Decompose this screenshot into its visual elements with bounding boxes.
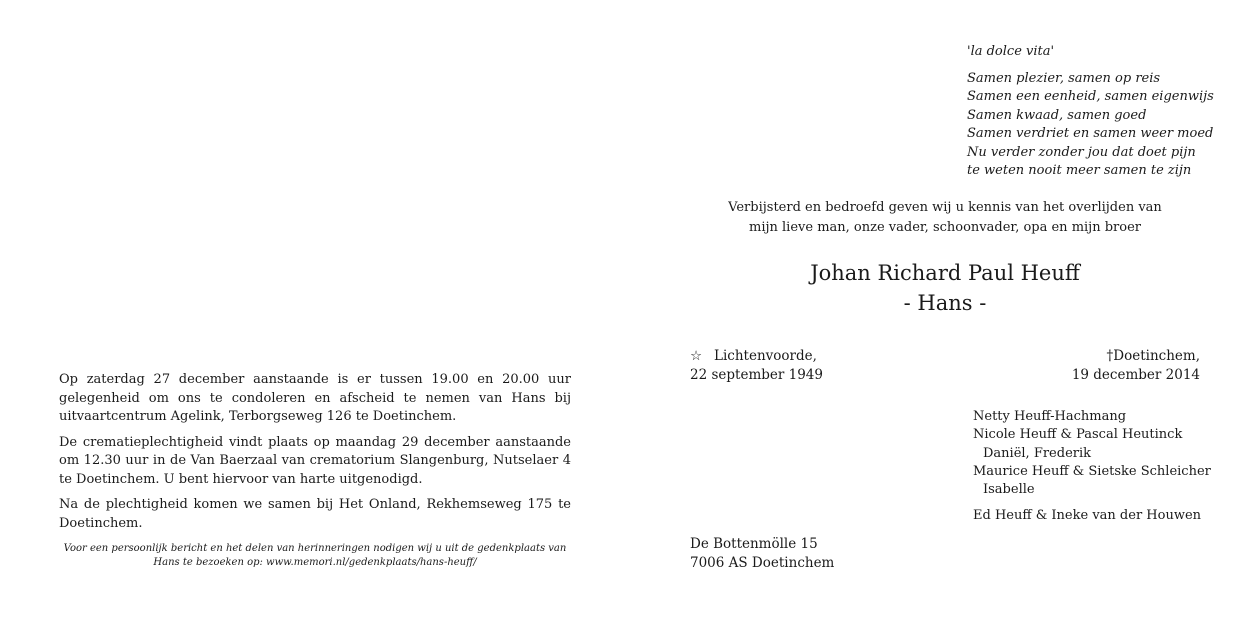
announcement-line: mijn lieve man, onze vader, schoonvader, opa en mijn broer <box>749 219 1141 235</box>
family-grandchildren: Isabelle <box>983 482 1035 498</box>
gathering-paragraph: Na de plechtigheid komen we samen bij Het Onland, Rekhemseweg 175 te Doetinchem. <box>59 497 571 531</box>
address-city: 7006 AS Doetinchem <box>690 555 835 571</box>
birth-place: Lichtenvoorde, <box>714 348 817 364</box>
death-info <box>960 347 1200 385</box>
poem-line: Samen verdriet en samen weer moed <box>967 126 1214 141</box>
poem-line: te weten nooit meer samen te zijn <box>967 163 1192 178</box>
announcement-line: Verbijsterd en bedroefd geven wij u kennis van het overlijden van <box>728 200 1162 215</box>
poem <box>967 43 1214 181</box>
memorial-note <box>59 542 571 570</box>
death-date: 19 december 2014 <box>1071 367 1200 383</box>
family-member: Nicole Heuff & Pascal Heutinck <box>973 427 1183 443</box>
correspondence-address <box>690 535 834 573</box>
poem-line: Samen kwaad, samen goed <box>967 107 1147 123</box>
nickname: - Hans - <box>903 291 987 315</box>
family-grandchildren: Daniël, Frederik <box>983 445 1092 461</box>
cremation-paragraph: De crematieplechtigheid vindt plaats op maandag 29 december aanstaande om 12.30 uur in de Van Baerzaal van crematorium Slangenburg, Nutselaer 4 te Doetinchem. U bent hiervoor van harte uitgenodigd. <box>59 434 571 487</box>
family-list <box>973 408 1211 526</box>
family-member: Netty Heuff-Hachmang <box>973 409 1127 424</box>
visitation-paragraph: Op zaterdag 27 december aanstaande is er tussen 19.00 en 20.00 uur gelegenheid om ons te condoleren en afscheid te nemen van Hans bij uitvaartcentrum Agelink, Terborgseweg 126 te Doetinchem. <box>59 372 571 424</box>
poem-line: Samen plezier, samen op reis <box>967 70 1161 86</box>
cross-icon: † <box>1106 348 1114 364</box>
star-icon: ☆ <box>690 348 703 364</box>
poem-line: Samen een eenheid, samen eigenwijs <box>967 89 1214 104</box>
poem-line: Nu verder zonder jou dat doet pijn <box>967 144 1196 160</box>
birth-date: 22 september 1949 <box>690 367 823 383</box>
memorial-note-line: Voor een persoonlijk bericht en het delen van herinneringen nodigen wij u uit de gedenkplaats van <box>63 543 567 554</box>
full-name: Johan Richard Paul Heuff <box>810 261 1080 285</box>
death-place: Doetinchem, <box>1113 348 1200 364</box>
birth-info <box>690 347 823 385</box>
memorial-note-line: Hans te bezoeken op: www.memori.nl/gedenkplaats/hans-heuff/ <box>153 557 477 568</box>
announcement <box>690 198 1200 237</box>
address-street: De Bottenmölle 15 <box>690 536 818 552</box>
family-member: Ed Heuff & Ineke van der Houwen <box>973 508 1202 524</box>
visitation-info <box>59 371 571 540</box>
deceased-name <box>690 258 1200 318</box>
poem-title: 'la dolce vita' <box>967 44 1055 59</box>
family-member: Maurice Heuff & Sietske Schleicher <box>973 463 1211 479</box>
